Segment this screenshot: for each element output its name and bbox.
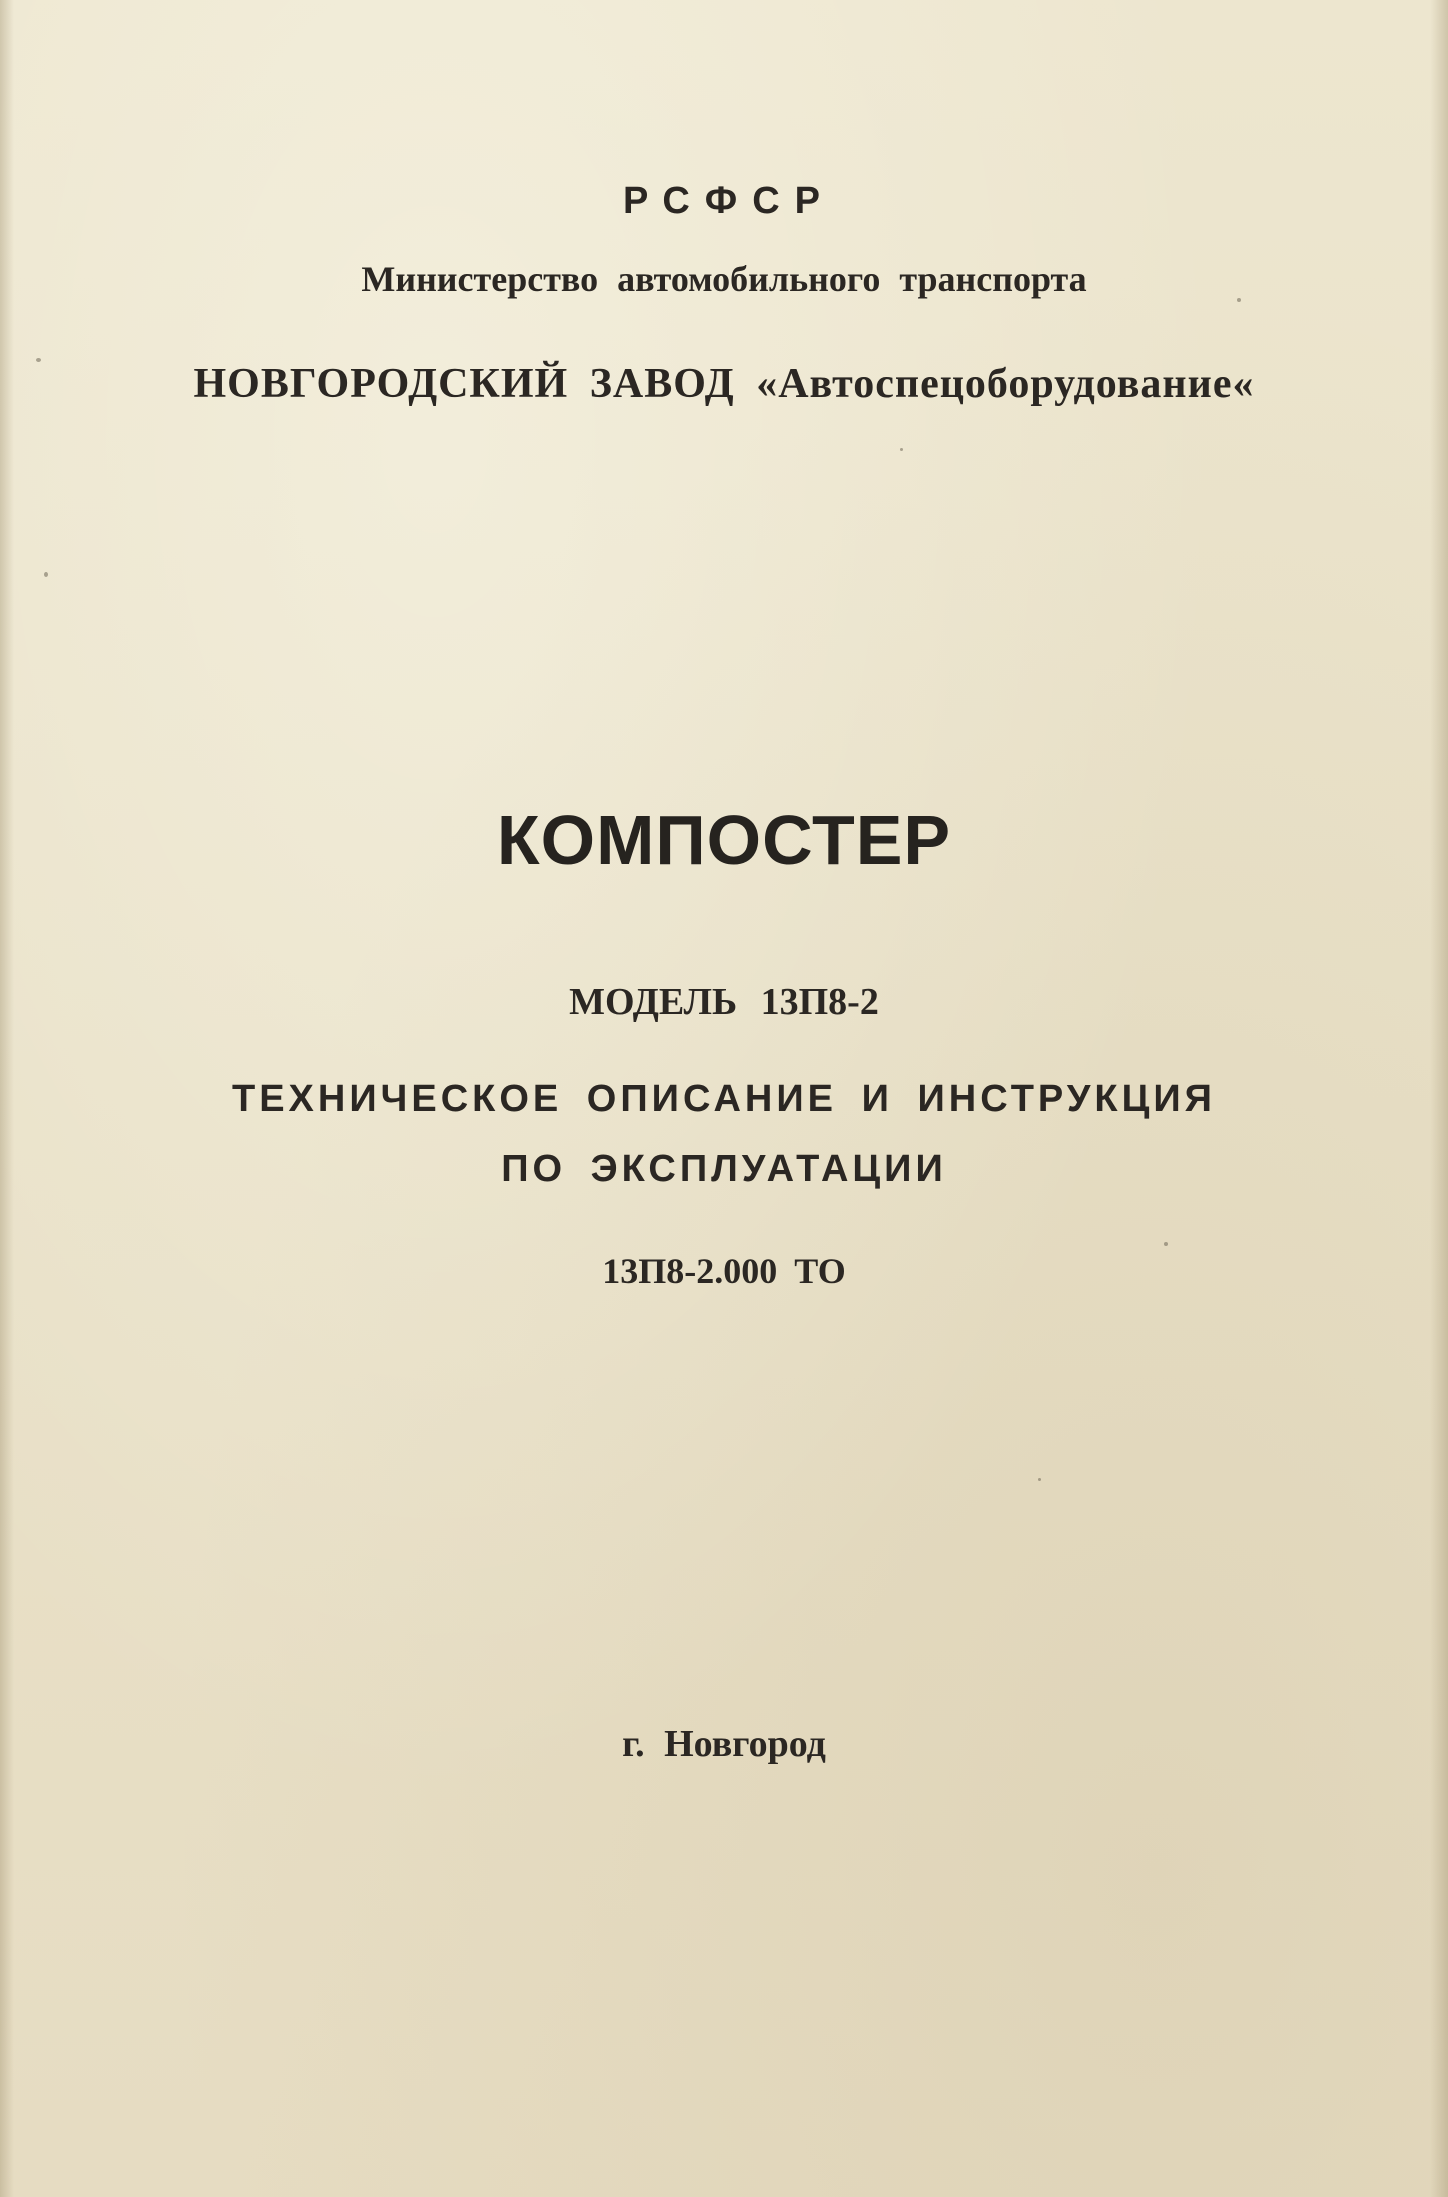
model-subtitle: МОДЕЛЬ 13П8-2 (569, 981, 879, 1023)
description-line-2: ПО ЭКСПЛУАТАЦИИ (501, 1148, 947, 1190)
factory-heading: НОВГОРОДСКИЙ ЗАВОД «Автоспецоборудование« (193, 361, 1255, 407)
product-title: КОМПОСТЕР (496, 801, 952, 879)
republic-heading: РСФСР (622, 180, 836, 222)
ministry-heading: Министерство автомобильного транспорта (361, 259, 1087, 299)
paper-speck (1164, 1242, 1168, 1246)
paper-speck (900, 448, 903, 451)
paper-speck (44, 572, 48, 577)
city-imprint: г. Новгород (622, 1723, 826, 1765)
paper-speck (1038, 1478, 1041, 1481)
document-number: 13П8-2.000 ТО (602, 1251, 846, 1291)
description-line-1: ТЕХНИЧЕСКОЕ ОПИСАНИЕ И ИНСТРУКЦИЯ (232, 1078, 1216, 1120)
